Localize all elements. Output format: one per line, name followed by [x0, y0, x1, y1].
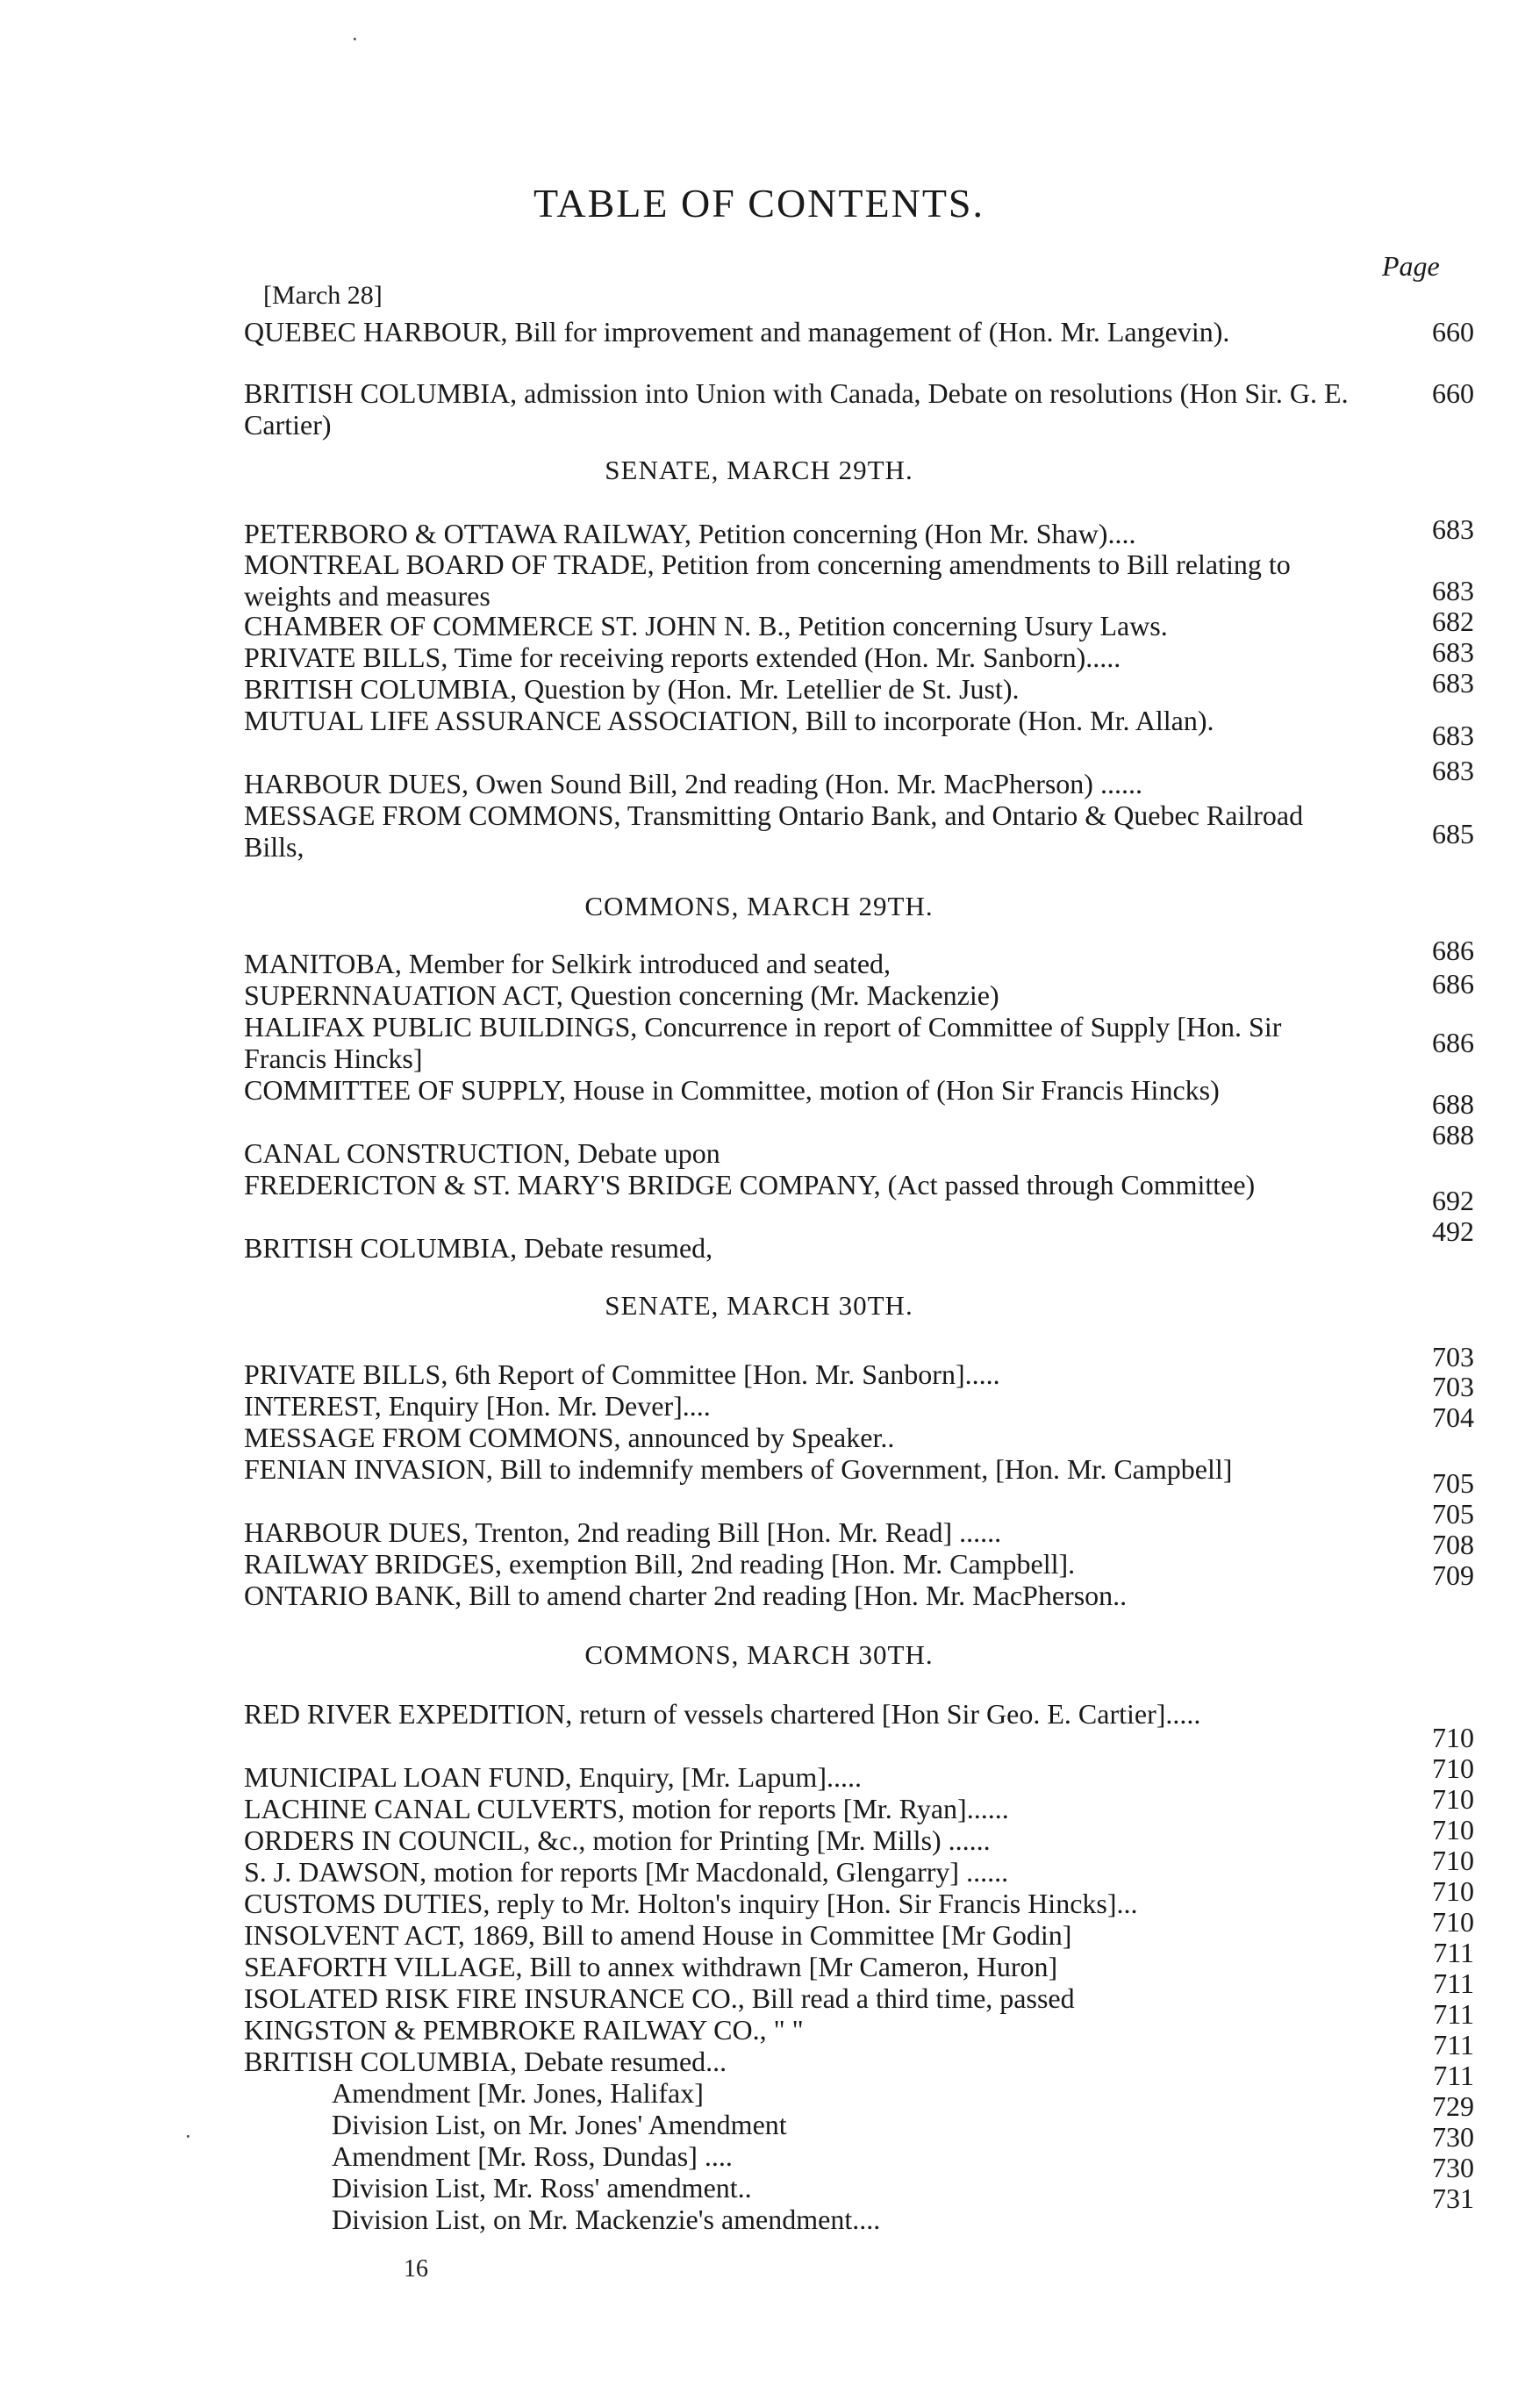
page-number: 729 [1432, 2090, 1474, 2122]
toc-entry: HALIFAX PUBLIC BUILDINGS, Concurrence in report of Committee of Supply [Hon. Sir Francis Hincks] [244, 1011, 1282, 1074]
toc-entry: ORDERS IN COUNCIL, &c., motion for Printing [Mr. Mills) ...... [244, 1824, 991, 1856]
page-number: 660 [1432, 377, 1474, 409]
toc-entry: S. J. DAWSON, motion for reports [Mr Macdonald, Glengarry] ...... [244, 1856, 1009, 1888]
toc-entry: BRITISH COLUMBIA, admission into Union with Canada, Debate on resolutions (Hon Sir. G. E. Cartier) [244, 377, 1349, 441]
section-heading: SENATE, MARCH 30TH. [605, 1290, 913, 1321]
toc-entry: CHAMBER OF COMMERCE ST. JOHN N. B., Petition concerning Usury Laws. [244, 610, 1168, 641]
section-heading: COMMONS, MARCH 29TH. [584, 891, 934, 921]
toc-entry: MESSAGE FROM COMMONS, Transmitting Ontario Bank, and Ontario & Quebec Railroad Bills, [244, 799, 1304, 863]
page-number: 686 [1432, 935, 1474, 966]
toc-entry: PRIVATE BILLS, 6th Report of Committee [Hon. Mr. Sanborn]..... [244, 1358, 1000, 1390]
page-number: 730 [1432, 2121, 1474, 2153]
toc-subentry: Division List, Mr. Ross' amendment.. [332, 2172, 752, 2204]
page-number: 703 [1432, 1371, 1474, 1402]
page-number: 703 [1432, 1341, 1474, 1372]
page-number: 710 [1432, 1752, 1474, 1784]
page-number: 705 [1432, 1498, 1474, 1530]
page-number: 711 [1433, 1998, 1474, 2030]
toc-entry: MUTUAL LIFE ASSURANCE ASSOCIATION, Bill to incorporate (Hon. Mr. Allan). [244, 705, 1214, 736]
page-number: 683 [1432, 575, 1474, 606]
toc-entry: FENIAN INVASION, Bill to indemnify members of Government, [Hon. Mr. Campbell] [244, 1453, 1233, 1485]
toc-subentry: Amendment [Mr. Ross, Dundas] .... [332, 2140, 733, 2172]
page-number: 731 [1432, 2182, 1474, 2214]
toc-entry: QUEBEC HARBOUR, Bill for improvement and management of (Hon. Mr. Langevin). [244, 316, 1230, 348]
page-number: 686 [1432, 968, 1474, 1000]
page-number: 708 [1432, 1529, 1474, 1560]
page-number: 683 [1432, 513, 1474, 545]
toc-entry: PETERBORO & OTTAWA RAILWAY, Petition concerning (Hon Mr. Shaw).... [244, 518, 1136, 549]
scan-speck: · [351, 26, 359, 52]
page-number: 710 [1432, 1906, 1474, 1938]
toc-entry: BRITISH COLUMBIA, Debate resumed... [244, 2046, 727, 2077]
toc-entry: MANITOBA, Member for Selkirk introduced and seated, [244, 948, 891, 979]
page-number: 711 [1433, 1937, 1474, 1968]
toc-entry: MUNICIPAL LOAN FUND, Enquiry, [Mr. Lapum]..... [244, 1761, 862, 1793]
page-number: 660 [1432, 316, 1474, 348]
scan-speck: · [184, 2124, 192, 2149]
page-number: 710 [1432, 1722, 1474, 1753]
page-number: 710 [1432, 1875, 1474, 1907]
page-number: 686 [1432, 1027, 1474, 1058]
page-number: 683 [1432, 667, 1474, 699]
page-number: 682 [1432, 606, 1474, 637]
page-number: 709 [1432, 1559, 1474, 1591]
page-number: 710 [1432, 1783, 1474, 1815]
page-number: 711 [1433, 1967, 1474, 1999]
page-column-label: Page [1382, 250, 1440, 282]
section-heading: COMMONS, MARCH 30TH. [584, 1639, 934, 1670]
toc-entry: FREDERICTON & ST. MARY'S BRIDGE COMPANY, (Act passed through Committee) [244, 1169, 1256, 1200]
toc-entry: ONTARIO BANK, Bill to amend charter 2nd reading [Hon. Mr. MacPherson.. [244, 1580, 1128, 1611]
page-number: 710 [1432, 1845, 1474, 1876]
page-number: 730 [1432, 2152, 1474, 2183]
page-number: 688 [1432, 1088, 1474, 1120]
toc-entry: RED RIVER EXPEDITION, return of vessels chartered [Hon Sir Geo. E. Cartier]..... [244, 1698, 1201, 1730]
toc-entry: LACHINE CANAL CULVERTS, motion for reports [Mr. Ryan]...... [244, 1793, 1009, 1824]
date-note: [March 28] [263, 281, 383, 310]
page-number: 711 [1433, 2060, 1474, 2091]
page-number: 705 [1432, 1467, 1474, 1499]
toc-entry: CANAL CONSTRUCTION, Debate upon [244, 1137, 720, 1169]
toc-subentry: Amendment [Mr. Jones, Halifax] [332, 2077, 704, 2109]
toc-entry: MONTREAL BOARD OF TRADE, Petition from concerning amendments to Bill relating to weights and measures [244, 548, 1291, 612]
toc-entry: CUSTOMS DUTIES, reply to Mr. Holton's inquiry [Hon. Sir Francis Hincks]... [244, 1888, 1138, 1919]
page-number: 683 [1432, 636, 1474, 668]
toc-entry: MESSAGE FROM COMMONS, announced by Speaker.. [244, 1422, 895, 1453]
page-number: 683 [1432, 720, 1474, 751]
toc-entry: KINGSTON & PEMBROKE RAILWAY CO., " " [244, 2014, 804, 2046]
page-number: 711 [1433, 2029, 1474, 2060]
toc-entry: BRITISH COLUMBIA, Debate resumed, [244, 1232, 713, 1264]
page-number: 692 [1432, 1185, 1474, 1216]
page-number: 704 [1432, 1401, 1474, 1433]
toc-entry: INTEREST, Enquiry [Hon. Mr. Dever].... [244, 1390, 711, 1422]
page-number: 710 [1432, 1814, 1474, 1845]
toc-entry: INSOLVENT ACT, 1869, Bill to amend House in Committee [Mr Godin] [244, 1919, 1072, 1951]
footer-page-number: 16 [404, 2255, 428, 2283]
page-number: 688 [1432, 1119, 1474, 1150]
toc-entry: BRITISH COLUMBIA, Question by (Hon. Mr. Letellier de St. Just). [244, 673, 1020, 705]
page-number: 683 [1432, 755, 1474, 786]
toc-entry: ISOLATED RISK FIRE INSURANCE CO., Bill read a third time, passed [244, 1982, 1075, 2014]
page-number: 685 [1432, 818, 1474, 849]
toc-entry: RAILWAY BRIDGES, exemption Bill, 2nd reading [Hon. Mr. Campbell]. [244, 1548, 1076, 1580]
toc-entry: HARBOUR DUES, Owen Sound Bill, 2nd reading (Hon. Mr. MacPherson) ...... [244, 768, 1142, 799]
toc-entry: HARBOUR DUES, Trenton, 2nd reading Bill [Hon. Mr. Read] ...... [244, 1516, 1002, 1548]
page-number: 492 [1432, 1215, 1474, 1247]
toc-entry: PRIVATE BILLS, Time for receiving reports extended (Hon. Mr. Sanborn)..... [244, 641, 1121, 673]
toc-subentry: Division List, on Mr. Jones' Amendment [332, 2109, 787, 2140]
toc-entry: SUPERNNAUATION ACT, Question concerning (Mr. Mackenzie) [244, 979, 999, 1011]
toc-entry: SEAFORTH VILLAGE, Bill to annex withdrawn [Mr Cameron, Huron] [244, 1951, 1058, 1982]
toc-entry: COMMITTEE OF SUPPLY, House in Committee, motion of (Hon Sir Francis Hincks) [244, 1074, 1220, 1106]
toc-subentry: Division List, on Mr. Mackenzie's amendment.... [332, 2204, 881, 2235]
section-heading: SENATE, MARCH 29TH. [605, 455, 913, 485]
page-title: TABLE OF CONTENTS. [533, 181, 985, 226]
